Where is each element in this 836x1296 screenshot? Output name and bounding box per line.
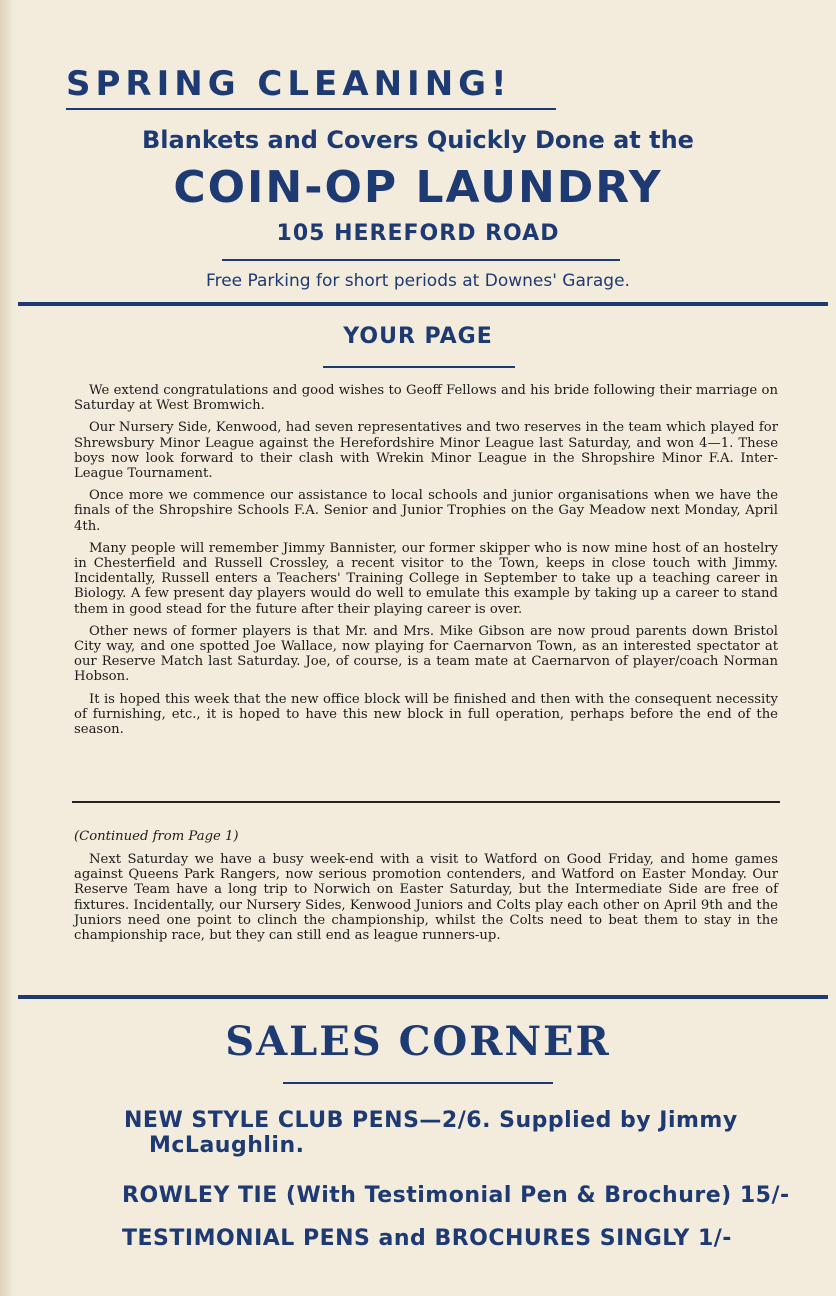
advert-headline: SPRING CLEANING! xyxy=(66,64,512,104)
sales-item-line: McLaughlin. xyxy=(149,1133,305,1158)
paragraph: We extend congratulations and good wishes to Geoff Fellows and his bride following their marriage on Saturday at West Bromwich. xyxy=(74,383,778,414)
paragraph: Other news of former players is that Mr. and Mrs. Mike Gibson are now proud parents down Bristol City way, and one spotted Joe Wallace, now playing for Caernarvon Town, as an interested spectator at our Reserve Match last Saturday. Joe, of course, is a team mate at Caernarvon of player/coach Norman Hobson. xyxy=(74,623,778,685)
sales-item-club-pens xyxy=(124,1108,789,1158)
your-page-title-underline xyxy=(323,366,515,368)
section-divider-top xyxy=(18,302,828,306)
sales-item-testimonial-pens: TESTIMONIAL PENS and BROCHURES SINGLY 1/- xyxy=(122,1226,732,1251)
sales-item-line: NEW STYLE CLUB PENS—2/6. Supplied by Jimmy xyxy=(124,1108,738,1133)
continued-body xyxy=(74,852,778,950)
continued-label: (Continued from Page 1) xyxy=(74,829,239,844)
advert-divider xyxy=(222,259,620,261)
your-page-title: YOUR PAGE xyxy=(343,324,493,349)
sales-corner-underline xyxy=(283,1082,553,1084)
advert-business-name: COIN-OP LAUNDRY xyxy=(173,162,663,213)
advert-parking-note: Free Parking for short periods at Downes' Garage. xyxy=(206,271,630,291)
advert-address: 105 HEREFORD ROAD xyxy=(276,221,560,246)
paragraph: Next Saturday we have a busy week-end with a visit to Watford on Good Friday, and home games against Queens Park Rangers, now serious promotion contenders, and Watford on Easter Monday. Our Reserve Team have a long trip to Norwich on Easter Saturday, but the Intermediate Side are free of fixtures. Incidentally, our Nursery Sides, Kenwood Juniors and Colts play each other on April 9th and the Juniors need one point to clinch the championship, whilst the Colts need to beat them to stay in the championship race, but they can still end as league runners-up. xyxy=(74,852,778,944)
paragraph: Many people will remember Jimmy Bannister, our former skipper who is now mine host of an hostelry in Chesterfield and Russell Crossley, a recent visitor to the Town, keeps in close touch with Jimmy. Incidentally, Russell enters a Teachers' Training College in September to take up a teaching career in Biology. A few present day players would do well to emulate this example by taking up a career to stand them in good stead for the future after their playing career is over. xyxy=(74,540,778,617)
paragraph: Our Nursery Side, Kenwood, had seven representatives and two reserves in the team which played for Shrewsbury Minor League against the Herefordshire Minor League last Saturday, and won 4—1. These boys now look forward to their clash with Wrekin Minor League in the Shropshire Minor F.A. Inter-League Tournament. xyxy=(74,420,778,482)
section-divider-bottom xyxy=(18,995,828,999)
paragraph: It is hoped this week that the new office block will be finished and then with the consequent necessity of furnishing, etc., it is hoped to have this new block in full operation, perhaps before the end of the season. xyxy=(74,691,778,738)
article-divider xyxy=(72,801,780,803)
sales-corner-title: SALES CORNER xyxy=(225,1018,611,1065)
your-page-body xyxy=(74,383,778,744)
advert-tagline: Blankets and Covers Quickly Done at the xyxy=(142,126,694,154)
paragraph: Once more we commence our assistance to local schools and junior organisations when we have the finals of the Shropshire Schools F.A. Senior and Junior Trophies on the Gay Meadow next Monday, April 4th. xyxy=(74,488,778,534)
sales-item-rowley-tie: ROWLEY TIE (With Testimonial Pen & Brochure) 15/- xyxy=(122,1183,790,1208)
advert-headline-underline xyxy=(66,108,556,110)
